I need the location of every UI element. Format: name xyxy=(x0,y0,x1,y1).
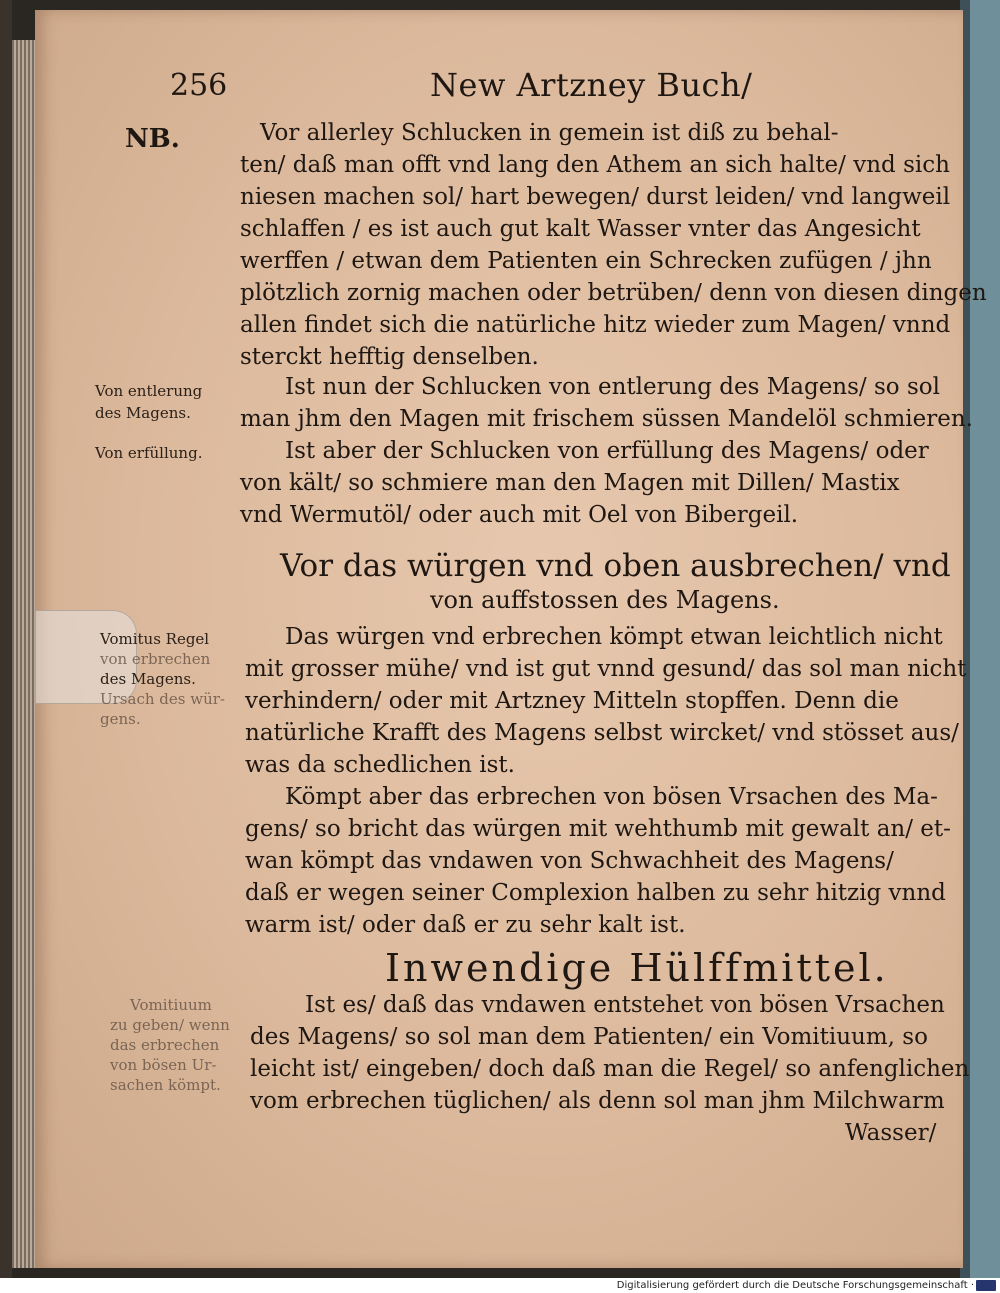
body-line: Ist es/ daß das vndawen entstehet von bösen Vrsachen xyxy=(305,992,945,1018)
margin-note: gens. xyxy=(100,710,141,728)
background-band xyxy=(970,0,1000,1278)
body-line: daß er wegen seiner Complexion halben zu sehr hitzig vnnd xyxy=(245,880,946,906)
body-line: Ist nun der Schlucken von entlerung des Magens/ so sol xyxy=(285,374,940,400)
body-line: warm ist/ oder daß er zu sehr kalt ist. xyxy=(245,912,686,938)
body-line: werffen / etwan dem Patienten ein Schrecken zufügen / jhn xyxy=(240,248,932,274)
body-line: vom erbrechen tüglichen/ als denn sol man jhm Milchwarm xyxy=(250,1088,945,1114)
margin-note-nb: NB. xyxy=(125,124,180,154)
body-line: schlaffen / es ist auch gut kalt Wasser vnter das Angesicht xyxy=(240,216,921,242)
margin-note: des Magens. xyxy=(95,404,191,422)
margin-note: Vomitus Regel xyxy=(100,630,210,648)
body-line: wan kömpt das vndawen von Schwachheit des Magens/ xyxy=(245,848,894,874)
margin-note: Von erfüllung. xyxy=(95,444,203,462)
body-line: natürliche Krafft des Magens selbst wircket/ vnd stösset aus/ xyxy=(245,720,959,746)
book-spine xyxy=(0,0,12,1278)
page-number: 256 xyxy=(170,68,228,103)
section-heading-large: Inwendige Hülffmittel. xyxy=(385,946,889,990)
body-line: Vor allerley Schlucken in gemein ist diß zu behal- xyxy=(260,120,839,146)
margin-note: von bösen Ur- xyxy=(110,1056,217,1074)
body-line: verhindern/ oder mit Artzney Mitteln stopffen. Denn die xyxy=(245,688,899,714)
section-heading: Vor das würgen vnd oben ausbrechen/ vnd xyxy=(280,548,951,584)
body-line: allen findet sich die natürliche hitz wieder zum Magen/ vnnd xyxy=(240,312,951,338)
section-heading-sub: von auffstossen des Magens. xyxy=(430,586,780,614)
footer-credit: Digitalisierung gefördert durch die Deutsche Forschungsgemeinschaft · xyxy=(616,1280,974,1291)
body-line: was da schedlichen ist. xyxy=(245,752,515,778)
body-line: leicht ist/ eingeben/ doch daß man die Regel/ so anfenglichen xyxy=(250,1056,970,1082)
page xyxy=(35,10,987,1268)
catchword: Wasser/ xyxy=(845,1120,937,1146)
margin-note: Ursach des wür- xyxy=(100,690,225,708)
margin-note: sachen kömpt. xyxy=(110,1076,221,1094)
margin-note: das erbrechen xyxy=(110,1036,220,1054)
body-line: mit grosser mühe/ vnd ist gut vnnd gesund/ das sol man nicht xyxy=(245,656,967,682)
dfg-logo xyxy=(976,1280,996,1291)
margin-note: zu geben/ wenn xyxy=(110,1016,230,1034)
margin-note: von erbrechen xyxy=(100,650,211,668)
running-title: New Artzney Buch/ xyxy=(430,66,753,104)
margin-note: Von entlerung xyxy=(95,382,203,400)
body-line: man jhm den Magen mit frischem süssen Mandelöl schmieren. xyxy=(240,406,973,432)
margin-note: des Magens. xyxy=(100,670,196,688)
body-line: des Magens/ so sol man dem Patienten/ ein Vomitiuum, so xyxy=(250,1024,928,1050)
body-line: Ist aber der Schlucken von erfüllung des Magens/ oder xyxy=(285,438,929,464)
body-line: vnd Wermutöl/ oder auch mit Oel von Bibergeil. xyxy=(240,502,799,528)
body-line: plötzlich zornig machen oder betrüben/ denn von diesen dingen xyxy=(240,280,987,306)
body-line: ten/ daß man offt vnd lang den Athem an sich halte/ vnd sich xyxy=(240,152,950,178)
body-line: Das würgen vnd erbrechen kömpt etwan leichtlich nicht xyxy=(285,624,943,650)
margin-note: Vomitiuum xyxy=(130,996,212,1014)
body-line: niesen machen sol/ hart bewegen/ durst leiden/ vnd langweil xyxy=(240,184,951,210)
body-line: gens/ so bricht das würgen mit wehthumb mit gewalt an/ et- xyxy=(245,816,951,842)
body-line: von kält/ so schmiere man den Magen mit Dillen/ Mastix xyxy=(240,470,900,496)
body-line: Kömpt aber das erbrechen von bösen Vrsachen des Ma- xyxy=(285,784,938,810)
body-line: sterckt hefftig denselben. xyxy=(240,344,539,370)
footer-bar xyxy=(0,1278,1000,1293)
